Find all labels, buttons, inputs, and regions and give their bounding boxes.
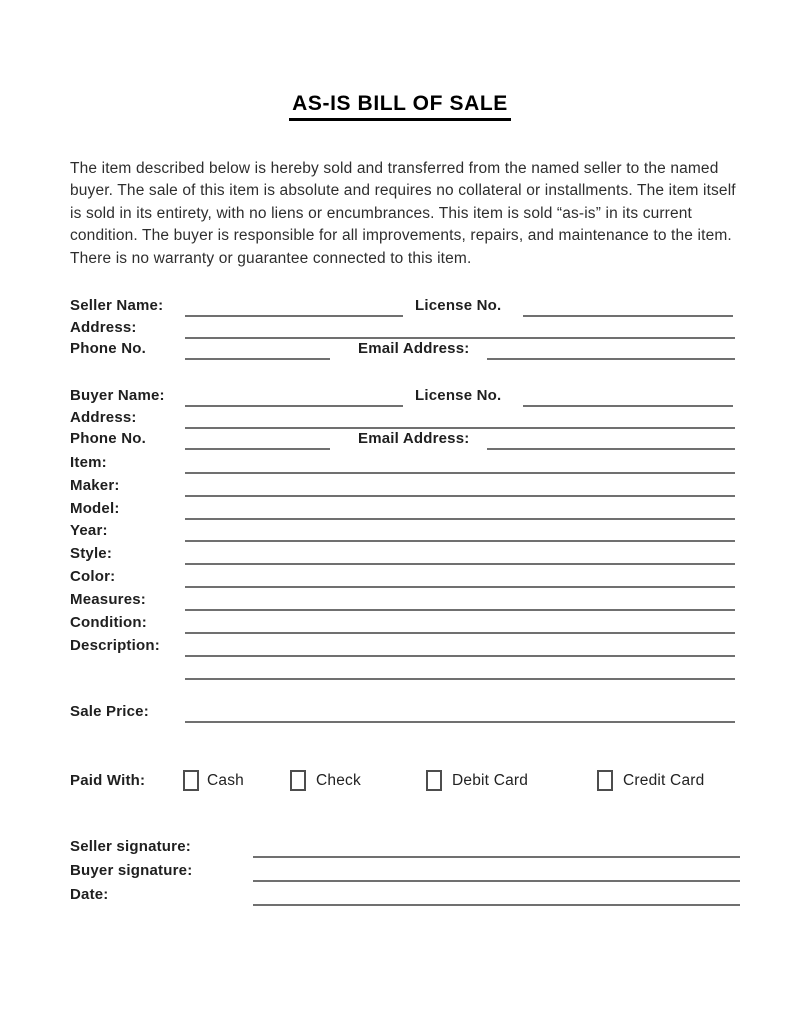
intro-paragraph: The item described below is hereby sold and transferred from the named seller to the named buyer. The sale of this item is absolute and requires no collateral or installments. The item itself is sold in its entirety, with no liens or encumbrances. This item is sold “as-is” in its current condition. The buyer is responsible for all improvements, repairs, and maintenance to the item. There is no warranty or guarantee connected to this item. (70, 160, 736, 267)
seller-license-label: License No. (415, 297, 502, 314)
date-input[interactable] (253, 886, 740, 906)
seller-name-input[interactable] (185, 297, 403, 317)
year-row (0, 520, 800, 542)
measures-row (0, 589, 800, 611)
seller-signature-label: Seller signature: (70, 838, 191, 855)
seller-phone-label: Phone No. (70, 340, 146, 357)
model-row (0, 498, 800, 520)
color-row (0, 566, 800, 588)
buyer-name-input[interactable] (185, 387, 403, 407)
seller-signature-row (0, 836, 800, 858)
item-label: Item: (70, 454, 107, 471)
year-label: Year: (70, 522, 108, 539)
seller-phone-row (0, 338, 800, 360)
buyer-phone-input[interactable] (185, 430, 330, 450)
seller-signature-input[interactable] (253, 838, 740, 858)
title-row (0, 92, 800, 121)
paid-with-row (0, 770, 800, 793)
description-row (0, 635, 800, 657)
measures-label: Measures: (70, 591, 147, 608)
seller-name-label: Seller Name: (70, 297, 164, 314)
maker-label: Maker: (70, 477, 120, 494)
item-row (0, 452, 800, 474)
date-label: Date: (70, 886, 109, 903)
buyer-signature-row (0, 860, 800, 882)
credit-card-label: Credit Card (623, 772, 705, 789)
seller-email-input[interactable] (487, 340, 735, 360)
buyer-address-input[interactable] (185, 409, 735, 429)
seller-name-row (0, 295, 800, 317)
model-label: Model: (70, 500, 120, 517)
seller-license-input[interactable] (523, 297, 733, 317)
model-input[interactable] (185, 500, 735, 520)
seller-address-label: Address: (70, 319, 137, 336)
year-input[interactable] (185, 522, 735, 542)
page-title: AS-IS BILL OF SALE (289, 92, 511, 121)
buyer-phone-label: Phone No. (70, 430, 146, 447)
check-label: Check (316, 772, 361, 789)
style-input[interactable] (185, 545, 735, 565)
buyer-name-label: Buyer Name: (70, 387, 165, 404)
style-label: Style: (70, 545, 113, 562)
color-input[interactable] (185, 568, 735, 588)
condition-label: Condition: (70, 614, 147, 631)
buyer-email-label: Email Address: (358, 430, 470, 447)
measures-input[interactable] (185, 591, 735, 611)
buyer-address-label: Address: (70, 409, 137, 426)
description-input[interactable] (185, 637, 735, 657)
cash-label: Cash (207, 772, 244, 789)
buyer-address-row (0, 407, 800, 429)
seller-address-row (0, 317, 800, 339)
sale-price-input[interactable] (185, 703, 735, 723)
style-row (0, 543, 800, 565)
maker-input[interactable] (185, 477, 735, 497)
buyer-phone-row (0, 428, 800, 450)
seller-email-label: Email Address: (358, 340, 470, 357)
condition-input[interactable] (185, 614, 735, 634)
credit-card-checkbox[interactable] (597, 770, 613, 791)
buyer-email-input[interactable] (487, 430, 735, 450)
condition-row (0, 612, 800, 634)
buyer-name-row (0, 385, 800, 407)
description-label: Description: (70, 637, 160, 654)
debit-card-label: Debit Card (452, 772, 529, 789)
description-extra-input[interactable] (185, 660, 735, 680)
description-extra-row (0, 658, 800, 680)
item-input[interactable] (185, 454, 735, 474)
buyer-license-input[interactable] (523, 387, 733, 407)
buyer-signature-input[interactable] (253, 862, 740, 882)
seller-phone-input[interactable] (185, 340, 330, 360)
debit-card-checkbox[interactable] (426, 770, 442, 791)
maker-row (0, 475, 800, 497)
paid-with-label: Paid With: (70, 772, 146, 789)
seller-address-input[interactable] (185, 319, 735, 339)
color-label: Color: (70, 568, 116, 585)
check-checkbox[interactable] (290, 770, 306, 791)
sale-price-label: Sale Price: (70, 703, 149, 720)
sale-price-row (0, 701, 800, 723)
buyer-signature-label: Buyer signature: (70, 862, 193, 879)
buyer-license-label: License No. (415, 387, 502, 404)
cash-checkbox[interactable] (183, 770, 199, 791)
date-row (0, 884, 800, 906)
